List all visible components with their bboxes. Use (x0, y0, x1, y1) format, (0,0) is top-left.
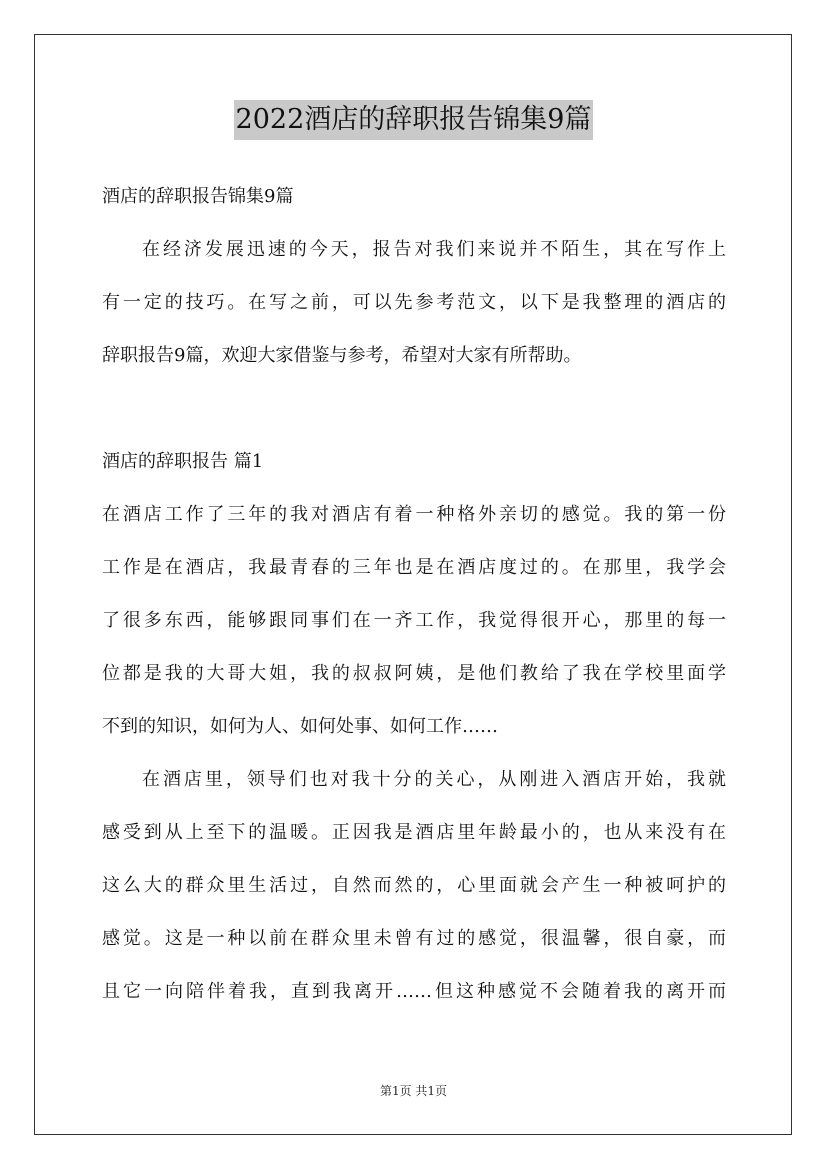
paragraph-line: 感觉。这是一种以前在群众里未曾有过的感觉，很温馨，很自豪，而 (102, 928, 726, 949)
paragraph-line: 位都是我的大哥大姐，我的叔叔阿姨，是他们教给了我在学校里面学 (102, 663, 726, 684)
document-body (102, 170, 726, 1018)
paragraph-line: 不到的知识，如何为人、如何处事、如何工作…… (102, 716, 498, 737)
spacer (102, 382, 726, 435)
paragraph-line: 且它一向陪伴着我，直到我离开……但这种感觉不会随着我的离开而 (102, 981, 726, 1002)
intro-line: 辞职报告9篇，欢迎大家借鉴与参考，希望对大家有所帮助。 (102, 345, 582, 366)
paragraph-line: 在酒店工作了三年的我对酒店有着一种格外亲切的感觉。我的第一份 (102, 504, 726, 525)
document-title: 2022酒店的辞职报告锦集9篇 (234, 100, 594, 140)
paragraph-line: 工作是在酒店，我最青春的三年也是在酒店度过的。在那里，我学会 (102, 557, 726, 578)
document-subtitle: 酒店的辞职报告锦集9篇 (102, 186, 294, 207)
paragraph-line: 这么大的群众里生活过，自然而然的，心里面就会产生一种被呵护的 (102, 875, 726, 896)
paragraph-line: 感受到从上至下的温暖。正因我是酒店里年龄最小的，也从来没有在 (102, 822, 726, 843)
page-footer: 第1页 共1页 (379, 1084, 448, 1098)
section-heading: 酒店的辞职报告 篇1 (102, 451, 264, 472)
title-container (0, 100, 827, 140)
intro-line: 在经济发展迅速的今天，报告对我们来说并不陌生，其在写作上 (142, 239, 726, 260)
paragraph-line: 了很多东西，能够跟同事们在一齐工作，我觉得很开心，那里的每一 (102, 610, 726, 631)
intro-line: 有一定的技巧。在写之前，可以先参考范文，以下是我整理的酒店的 (102, 292, 726, 313)
paragraph-line: 在酒店里，领导们也对我十分的关心，从刚进入酒店开始，我就 (142, 769, 726, 790)
